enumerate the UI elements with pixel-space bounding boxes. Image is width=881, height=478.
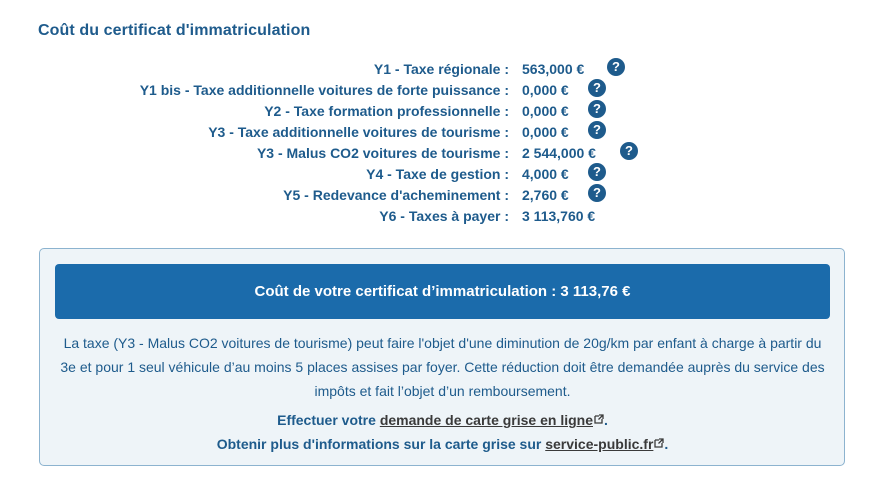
question-circle-icon[interactable]: ?	[588, 184, 606, 202]
tax-value: 2,760 €	[522, 187, 569, 203]
service-public-link[interactable]	[545, 436, 664, 452]
tax-row	[0, 80, 881, 101]
tax-row	[0, 122, 881, 143]
tax-row	[0, 206, 881, 227]
tax-value: 0,000 €	[522, 82, 569, 98]
service-public-prefix: Obtenir plus d'informations sur la carte grise sur	[216, 436, 542, 452]
section-title: Coût du certificat d'immatriculation	[38, 22, 311, 39]
tax-row	[0, 185, 881, 206]
external-link-icon	[594, 414, 604, 424]
tax-value: 3 113,760 €	[522, 208, 596, 224]
question-circle-icon[interactable]: ?	[588, 121, 606, 139]
online-request-link[interactable]	[380, 412, 604, 428]
tax-row	[0, 143, 881, 164]
tax-label: Y2 - Taxe formation professionnelle :	[264, 103, 509, 119]
tax-row	[0, 164, 881, 185]
service-public-line	[55, 432, 830, 456]
tax-label: Y1 - Taxe régionale :	[373, 61, 509, 77]
online-request-line	[55, 408, 830, 432]
info-note: La taxe (Y3 - Malus CO2 voitures de tourisme) peut faire l'objet d'une diminution de 20g/km par enfant à charge à partir du 3e et pour 1 seul véhicule d’au moins 5 places assises par foyer. Cette réduction doit être demandée auprès du service des impôts et fait l’objet d’un remboursement.	[60, 335, 825, 399]
tax-label: Y3 - Malus CO2 voitures de tourisme :	[256, 145, 509, 161]
question-circle-icon[interactable]: ?	[620, 142, 638, 160]
service-public-link-text: service-public.fr	[545, 436, 654, 452]
link-lines	[55, 408, 830, 456]
question-circle-icon[interactable]: ?	[588, 100, 606, 118]
info-box	[39, 248, 845, 466]
tax-table	[0, 59, 881, 227]
tax-value: 0,000 €	[522, 124, 569, 140]
tax-value: 2 544,000 €	[522, 145, 596, 161]
tax-value: 4,000 €	[522, 166, 569, 182]
question-circle-icon[interactable]: ?	[588, 163, 606, 181]
online-request-link-text: demande de carte grise en ligne	[379, 412, 593, 428]
service-public-suffix: .	[664, 436, 669, 452]
tax-label: Y4 - Taxe de gestion :	[366, 166, 509, 182]
tax-label: Y1 bis - Taxe additionnelle voitures de forte puissance :	[139, 82, 509, 98]
external-link-icon	[654, 438, 664, 448]
tax-value: 0,000 €	[522, 103, 569, 119]
tax-label: Y3 - Taxe additionnelle voitures de tourisme :	[208, 124, 509, 140]
question-circle-icon[interactable]: ?	[607, 58, 625, 76]
question-circle-icon[interactable]: ?	[588, 79, 606, 97]
online-request-prefix: Effectuer votre	[277, 412, 376, 428]
tax-row	[0, 101, 881, 122]
tax-label: Y5 - Redevance d'acheminement :	[283, 187, 509, 203]
cost-banner: Coût de votre certificat d’immatriculation : 3 113,76 €	[55, 264, 830, 319]
tax-row	[0, 59, 881, 80]
online-request-suffix: .	[604, 412, 608, 428]
tax-value: 563,000 €	[522, 61, 585, 77]
tax-label: Y6 - Taxes à payer :	[379, 208, 509, 224]
